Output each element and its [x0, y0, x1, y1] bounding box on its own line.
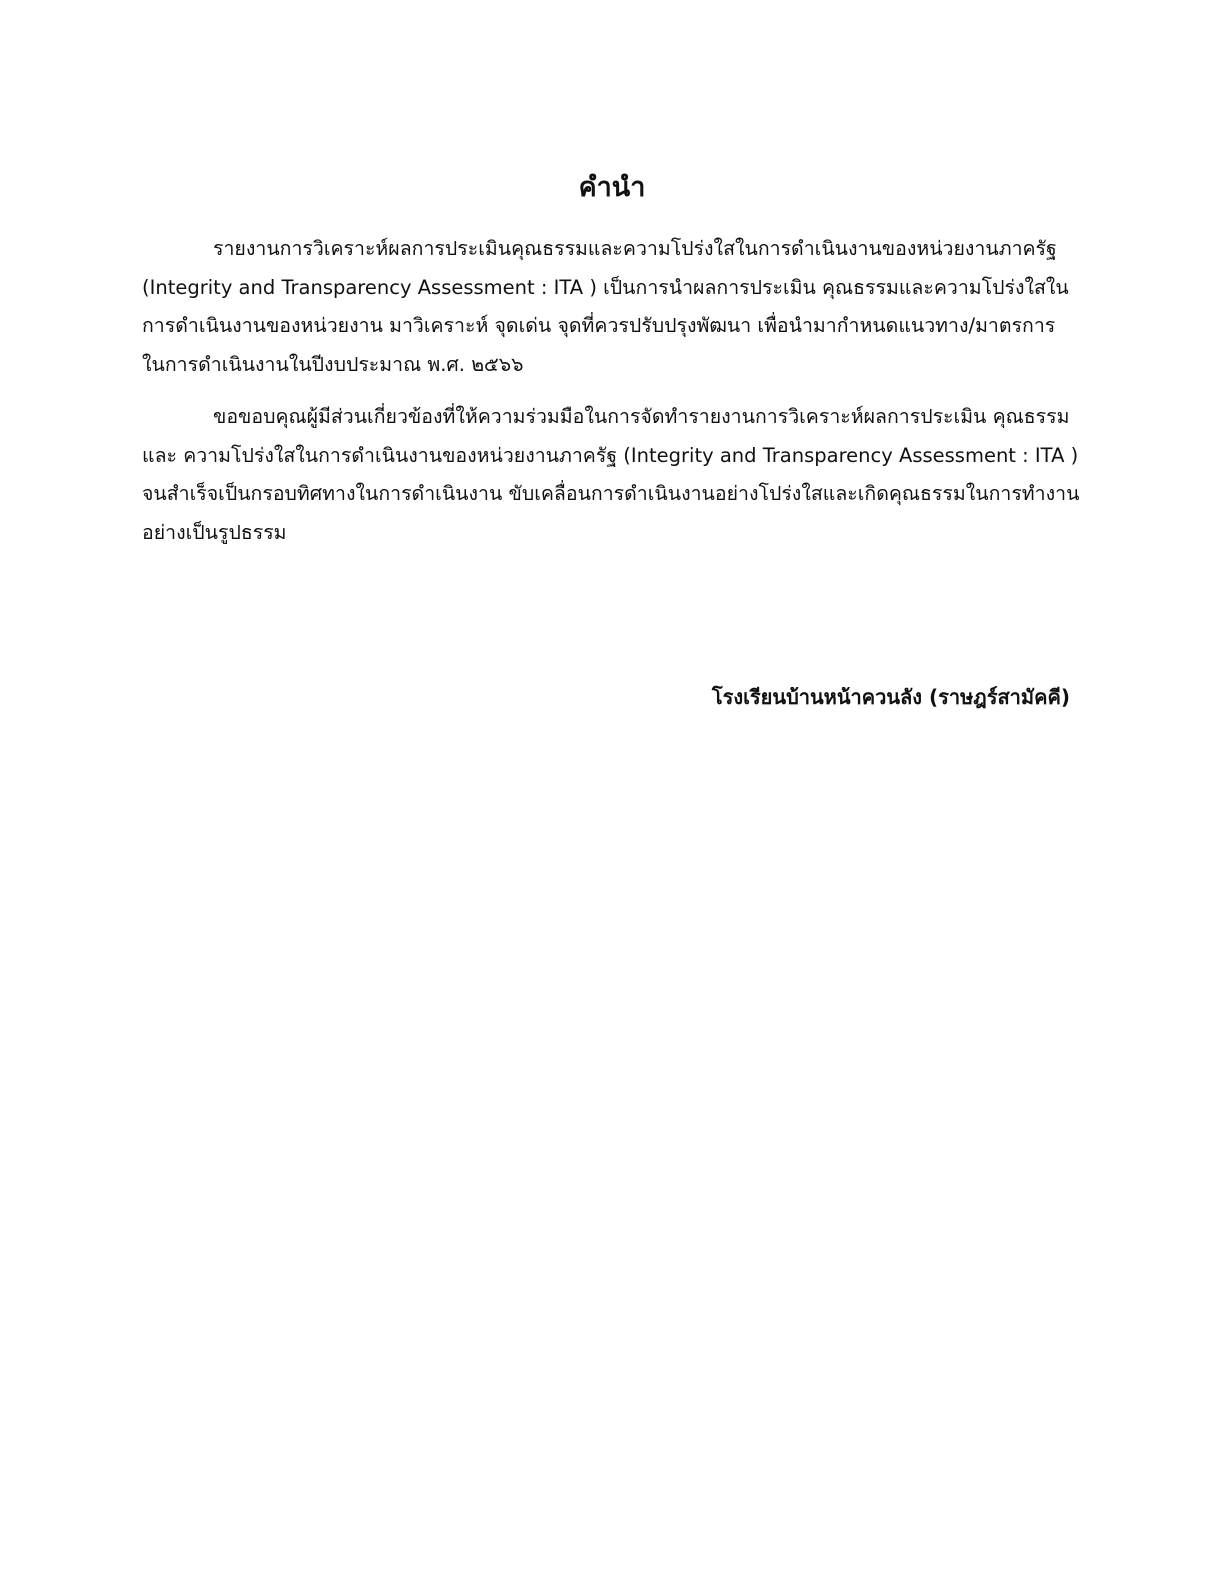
paragraph-line: (Integrity and Transparency Assessment : ITA ) เป็นการนำผลการประเมิน คุณธรรมและความโปร่งใสใน	[142, 275, 1069, 299]
paragraph-acknowledgement	[142, 398, 1082, 552]
paragraph-line: รายงานการวิเคราะห์ผลการประเมินคุณธรรมและความโปร่งใสในการดำเนินงานของหน่วยงานภาครัฐ	[213, 237, 1057, 260]
paragraph-line: ในการดำเนินงานในปีงบประมาณ พ.ศ. ๒๕๖๖	[142, 352, 524, 376]
document-body	[142, 230, 1082, 566]
paragraph-line: การดำเนินงานของหน่วยงาน มาวิเคราะห์ จุดเด่น จุดที่ควรปรับปรุงพัฒนา เพื่อนำมากำหนดแนวทาง/มาตรการ	[142, 314, 1056, 337]
signature-school-name: โรงเรียนบ้านหน้าควนลัง (ราษฎร์สามัคคี)	[711, 685, 1070, 709]
paragraph-line: ขอขอบคุณผู้มีส่วนเกี่ยวข้องที่ให้ความร่วมมือในการจัดทำรายงานการวิเคราะห์ผลการประเมิน คุณธรรม	[213, 405, 1070, 428]
page-title: คำนำ	[578, 172, 646, 203]
paragraph-line: อย่างเป็นรูปธรรม	[142, 520, 287, 544]
paragraph-intro	[142, 230, 1082, 384]
paragraph-line: จนสำเร็จเป็นกรอบทิศทางในการดำเนินงาน ขับเคลื่อนการดำเนินงานอย่างโปร่งใสและเกิดคุณธรรมในการทำงาน	[142, 482, 1080, 505]
paragraph-line: และ ความโปร่งใสในการดำเนินงานของหน่วยงานภาครัฐ (Integrity and Transparency Assessment : ITA )	[142, 443, 1079, 467]
